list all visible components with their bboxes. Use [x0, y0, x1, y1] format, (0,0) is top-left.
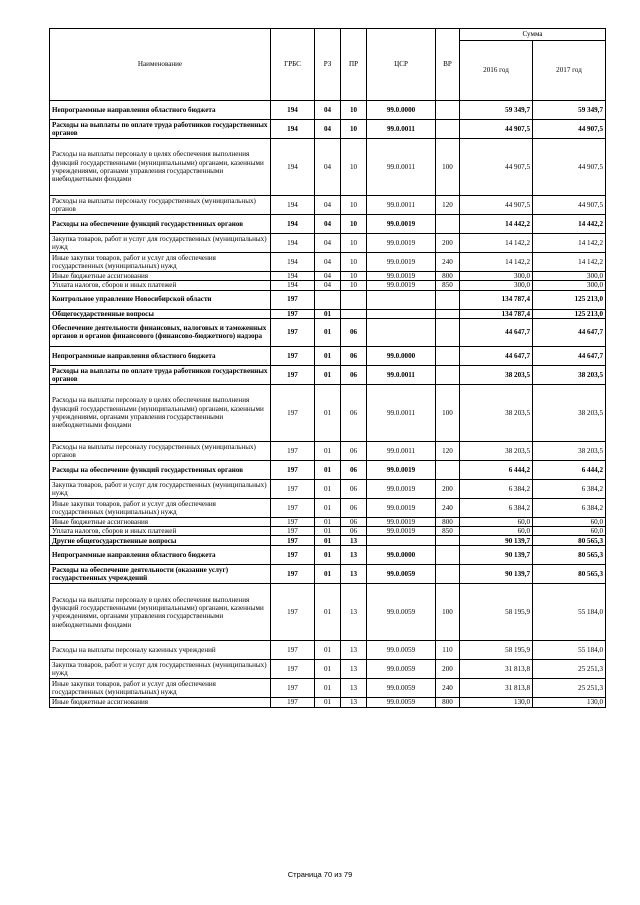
row-csr-cell: 99.0.0019 — [367, 460, 436, 479]
table-row — [50, 698, 606, 707]
row-grbs-cell: 197 — [271, 365, 315, 384]
row-sum-2016-cell: 38 203,5 — [460, 441, 533, 460]
row-sum-2016-cell: 44 907,5 — [460, 139, 533, 196]
row-csr-cell — [367, 318, 436, 346]
row-rz-cell: 01 — [315, 546, 341, 565]
row-pr-cell: 06 — [341, 527, 367, 536]
row-sum-2016-cell: 14 142,2 — [460, 253, 533, 272]
row-grbs-cell: 197 — [271, 527, 315, 536]
row-vr-cell: 100 — [436, 584, 460, 641]
row-vr-cell: 110 — [436, 641, 460, 660]
row-rz-cell: 01 — [315, 679, 341, 698]
row-sum-2016-cell: 60,0 — [460, 527, 533, 536]
row-pr-cell: 06 — [341, 479, 367, 498]
row-sum-2017-cell: 130,0 — [533, 698, 606, 707]
row-vr-cell — [436, 536, 460, 546]
row-csr-cell — [367, 290, 436, 309]
row-grbs-cell: 197 — [271, 565, 315, 584]
row-pr-cell: 13 — [341, 584, 367, 641]
row-sum-2016-cell: 59 349,7 — [460, 101, 533, 120]
row-sum-2017-cell: 14 142,2 — [533, 253, 606, 272]
row-rz-cell: 01 — [315, 641, 341, 660]
row-csr-cell: 99.0.0059 — [367, 584, 436, 641]
row-sum-2017-cell: 80 565,3 — [533, 565, 606, 584]
row-rz-cell: 01 — [315, 346, 341, 365]
row-pr-cell: 10 — [341, 272, 367, 281]
row-name-cell: Общегосударственные вопросы — [50, 309, 271, 318]
row-sum-2016-cell: 58 195,9 — [460, 641, 533, 660]
row-rz-cell — [315, 290, 341, 309]
row-name-cell: Расходы на обеспечение функций государственных органов — [50, 460, 271, 479]
row-csr-cell: 99.0.0011 — [367, 120, 436, 139]
table-row — [50, 346, 606, 365]
table-row — [50, 460, 606, 479]
row-pr-cell: 06 — [341, 441, 367, 460]
row-rz-cell: 04 — [315, 196, 341, 215]
row-sum-2016-cell: 6 384,2 — [460, 498, 533, 517]
row-csr-cell — [367, 536, 436, 546]
row-vr-cell: 200 — [436, 234, 460, 253]
row-vr-cell — [436, 365, 460, 384]
row-sum-2016-cell: 31 813,8 — [460, 660, 533, 679]
row-csr-cell: 99.0.0011 — [367, 139, 436, 196]
row-name-cell: Непрограммные направления областного бюджета — [50, 546, 271, 565]
table-row — [50, 660, 606, 679]
row-grbs-cell: 194 — [271, 281, 315, 290]
row-name-cell: Непрограммные направления областного бюджета — [50, 101, 271, 120]
header-2017: 2017 год — [533, 41, 606, 101]
table-row — [50, 365, 606, 384]
row-vr-cell: 240 — [436, 253, 460, 272]
row-sum-2017-cell: 59 349,7 — [533, 101, 606, 120]
row-sum-2016-cell: 14 442,2 — [460, 215, 533, 234]
table-row — [50, 517, 606, 526]
row-sum-2017-cell: 300,0 — [533, 281, 606, 290]
row-name-cell: Другие общегосударственные вопросы — [50, 536, 271, 546]
table-row — [50, 234, 606, 253]
row-grbs-cell: 194 — [271, 101, 315, 120]
row-csr-cell: 99.0.0019 — [367, 281, 436, 290]
row-grbs-cell: 194 — [271, 272, 315, 281]
row-sum-2016-cell: 300,0 — [460, 272, 533, 281]
row-vr-cell — [436, 565, 460, 584]
row-grbs-cell: 194 — [271, 120, 315, 139]
row-name-cell: Расходы на выплаты персоналу казенных учреждений — [50, 641, 271, 660]
row-sum-2017-cell: 80 565,3 — [533, 536, 606, 546]
row-vr-cell: 240 — [436, 679, 460, 698]
row-sum-2017-cell: 14 142,2 — [533, 234, 606, 253]
row-pr-cell: 10 — [341, 139, 367, 196]
row-pr-cell: 13 — [341, 536, 367, 546]
row-name-cell: Уплата налогов, сборов и иных платежей — [50, 281, 271, 290]
row-pr-cell: 06 — [341, 318, 367, 346]
row-sum-2017-cell: 60,0 — [533, 527, 606, 536]
row-vr-cell — [436, 318, 460, 346]
row-name-cell: Непрограммные направления областного бюджета — [50, 346, 271, 365]
row-sum-2017-cell: 55 184,0 — [533, 641, 606, 660]
row-vr-cell: 800 — [436, 698, 460, 707]
row-csr-cell: 99.0.0000 — [367, 101, 436, 120]
row-name-cell: Иные бюджетные ассигнования — [50, 272, 271, 281]
row-sum-2017-cell: 14 442,2 — [533, 215, 606, 234]
table-row — [50, 641, 606, 660]
row-vr-cell: 200 — [436, 479, 460, 498]
row-sum-2017-cell: 44 907,5 — [533, 120, 606, 139]
row-vr-cell: 100 — [436, 139, 460, 196]
header-pr: ПР — [341, 29, 367, 101]
table-row — [50, 318, 606, 346]
row-sum-2017-cell: 25 251,3 — [533, 679, 606, 698]
row-csr-cell: 99.0.0059 — [367, 698, 436, 707]
row-vr-cell — [436, 120, 460, 139]
table-row — [50, 546, 606, 565]
table-row — [50, 565, 606, 584]
row-grbs-cell: 197 — [271, 698, 315, 707]
row-csr-cell: 99.0.0011 — [367, 196, 436, 215]
table-row — [50, 120, 606, 139]
row-csr-cell — [367, 309, 436, 318]
row-csr-cell: 99.0.0019 — [367, 479, 436, 498]
row-rz-cell: 01 — [315, 517, 341, 526]
row-grbs-cell: 197 — [271, 679, 315, 698]
row-rz-cell: 01 — [315, 441, 341, 460]
row-pr-cell: 13 — [341, 546, 367, 565]
row-grbs-cell: 194 — [271, 253, 315, 272]
header-grbs: ГРБС — [271, 29, 315, 101]
row-vr-cell: 120 — [436, 441, 460, 460]
row-sum-2017-cell: 6 384,2 — [533, 498, 606, 517]
row-rz-cell: 04 — [315, 281, 341, 290]
row-name-cell: Расходы на выплаты по оплате труда работников государственных органов — [50, 120, 271, 139]
row-pr-cell: 10 — [341, 120, 367, 139]
row-sum-2017-cell: 38 203,5 — [533, 365, 606, 384]
row-vr-cell: 800 — [436, 272, 460, 281]
row-pr-cell: 06 — [341, 384, 367, 441]
header-rz: РЗ — [315, 29, 341, 101]
row-pr-cell: 06 — [341, 460, 367, 479]
row-pr-cell: 10 — [341, 253, 367, 272]
row-sum-2017-cell: 44 907,5 — [533, 196, 606, 215]
row-name-cell: Расходы на выплаты персоналу в целях обеспечения выполнения функций государственными (муниципальными) органами, казенными учреждениями, органами управления государственными внебюджетными фондами — [50, 584, 271, 641]
row-grbs-cell: 194 — [271, 215, 315, 234]
row-name-cell: Расходы на выплаты персоналу в целях обеспечения выполнения функций государственными (муниципальными) органами, казенными учреждениями, органами управления государственными внебюджетными фондами — [50, 139, 271, 196]
row-rz-cell: 04 — [315, 139, 341, 196]
row-rz-cell: 01 — [315, 698, 341, 707]
row-rz-cell: 01 — [315, 565, 341, 584]
row-grbs-cell: 197 — [271, 460, 315, 479]
row-rz-cell: 04 — [315, 215, 341, 234]
row-sum-2016-cell: 44 647,7 — [460, 318, 533, 346]
row-vr-cell: 200 — [436, 660, 460, 679]
row-grbs-cell: 197 — [271, 641, 315, 660]
row-sum-2016-cell: 134 787,4 — [460, 290, 533, 309]
row-name-cell: Закупка товаров, работ и услуг для государственных (муниципальных) нужд — [50, 479, 271, 498]
row-csr-cell: 99.0.0011 — [367, 441, 436, 460]
budget-table — [49, 28, 606, 708]
row-sum-2016-cell: 300,0 — [460, 281, 533, 290]
table-row — [50, 441, 606, 460]
row-vr-cell: 850 — [436, 527, 460, 536]
row-sum-2017-cell: 55 184,0 — [533, 584, 606, 641]
row-vr-cell — [436, 215, 460, 234]
table-row — [50, 253, 606, 272]
row-grbs-cell: 197 — [271, 309, 315, 318]
row-rz-cell: 01 — [315, 584, 341, 641]
row-pr-cell: 10 — [341, 215, 367, 234]
row-rz-cell: 01 — [315, 479, 341, 498]
row-sum-2017-cell: 300,0 — [533, 272, 606, 281]
row-rz-cell: 01 — [315, 536, 341, 546]
row-grbs-cell: 197 — [271, 536, 315, 546]
row-name-cell: Иные бюджетные ассигнования — [50, 517, 271, 526]
row-csr-cell: 99.0.0059 — [367, 565, 436, 584]
row-vr-cell — [436, 290, 460, 309]
row-sum-2016-cell: 38 203,5 — [460, 365, 533, 384]
row-name-cell: Уплата налогов, сборов и иных платежей — [50, 527, 271, 536]
row-sum-2017-cell: 44 647,7 — [533, 318, 606, 346]
row-name-cell: Расходы на обеспечение функций государственных органов — [50, 215, 271, 234]
row-grbs-cell: 197 — [271, 498, 315, 517]
row-vr-cell — [436, 346, 460, 365]
row-sum-2017-cell: 6 384,2 — [533, 479, 606, 498]
row-pr-cell: 10 — [341, 234, 367, 253]
row-grbs-cell: 197 — [271, 441, 315, 460]
row-csr-cell: 99.0.0059 — [367, 660, 436, 679]
row-name-cell: Расходы на выплаты персоналу государственных (муниципальных) органов — [50, 196, 271, 215]
row-name-cell: Контрольное управление Новосибирской области — [50, 290, 271, 309]
row-csr-cell: 99.0.0011 — [367, 384, 436, 441]
row-sum-2016-cell: 60,0 — [460, 517, 533, 526]
row-grbs-cell: 197 — [271, 479, 315, 498]
row-vr-cell: 850 — [436, 281, 460, 290]
row-vr-cell — [436, 546, 460, 565]
header-sum: Сумма — [460, 29, 606, 41]
row-pr-cell: 13 — [341, 565, 367, 584]
row-pr-cell: 10 — [341, 196, 367, 215]
table-row — [50, 527, 606, 536]
table-row — [50, 498, 606, 517]
row-pr-cell: 06 — [341, 498, 367, 517]
row-rz-cell: 04 — [315, 120, 341, 139]
row-rz-cell: 04 — [315, 101, 341, 120]
header-2016: 2016 год — [460, 41, 533, 101]
row-sum-2016-cell: 44 907,5 — [460, 196, 533, 215]
row-rz-cell: 01 — [315, 460, 341, 479]
table-row — [50, 215, 606, 234]
row-vr-cell: 100 — [436, 384, 460, 441]
table-row — [50, 479, 606, 498]
row-sum-2017-cell: 38 203,5 — [533, 384, 606, 441]
row-pr-cell: 10 — [341, 281, 367, 290]
row-pr-cell: 06 — [341, 346, 367, 365]
row-sum-2017-cell: 125 213,0 — [533, 290, 606, 309]
row-grbs-cell: 197 — [271, 384, 315, 441]
row-grbs-cell: 197 — [271, 584, 315, 641]
row-rz-cell: 01 — [315, 384, 341, 441]
row-name-cell: Иные бюджетные ассигнования — [50, 698, 271, 707]
row-vr-cell: 800 — [436, 517, 460, 526]
table-row — [50, 196, 606, 215]
row-name-cell: Закупка товаров, работ и услуг для государственных (муниципальных) нужд — [50, 234, 271, 253]
row-sum-2017-cell: 6 444,2 — [533, 460, 606, 479]
table-row — [50, 309, 606, 318]
row-csr-cell: 99.0.0011 — [367, 365, 436, 384]
row-csr-cell: 99.0.0019 — [367, 272, 436, 281]
row-rz-cell: 01 — [315, 309, 341, 318]
table-row — [50, 584, 606, 641]
row-vr-cell: 240 — [436, 498, 460, 517]
row-pr-cell: 13 — [341, 641, 367, 660]
row-grbs-cell: 197 — [271, 318, 315, 346]
row-csr-cell: 99.0.0019 — [367, 234, 436, 253]
row-pr-cell: 13 — [341, 698, 367, 707]
row-sum-2017-cell: 38 203,5 — [533, 441, 606, 460]
row-csr-cell: 99.0.0000 — [367, 546, 436, 565]
row-vr-cell — [436, 309, 460, 318]
row-csr-cell: 99.0.0059 — [367, 641, 436, 660]
row-rz-cell: 04 — [315, 272, 341, 281]
row-name-cell: Расходы на выплаты персоналу государственных (муниципальных) органов — [50, 441, 271, 460]
row-name-cell: Обеспечение деятельности финансовых, налоговых и таможенных органов и органов финансового (финансово-бюджетного) надзора — [50, 318, 271, 346]
row-grbs-cell: 197 — [271, 546, 315, 565]
table-row — [50, 679, 606, 698]
row-sum-2017-cell: 125 213,0 — [533, 309, 606, 318]
row-rz-cell: 01 — [315, 318, 341, 346]
row-pr-cell: 13 — [341, 679, 367, 698]
row-grbs-cell: 194 — [271, 196, 315, 215]
row-sum-2016-cell: 44 907,5 — [460, 120, 533, 139]
row-sum-2016-cell: 38 203,5 — [460, 384, 533, 441]
row-sum-2017-cell: 25 251,3 — [533, 660, 606, 679]
row-grbs-cell: 194 — [271, 234, 315, 253]
row-grbs-cell: 194 — [271, 139, 315, 196]
row-name-cell: Иные закупки товаров, работ и услуг для обеспечения государственных (муниципальных) нужд — [50, 679, 271, 698]
row-sum-2016-cell: 130,0 — [460, 698, 533, 707]
row-sum-2016-cell: 90 139,7 — [460, 546, 533, 565]
row-name-cell: Иные закупки товаров, работ и услуг для обеспечения государственных (муниципальных) нужд — [50, 253, 271, 272]
table-row — [50, 536, 606, 546]
table-row — [50, 101, 606, 120]
row-pr-cell: 10 — [341, 101, 367, 120]
row-csr-cell: 99.0.0019 — [367, 517, 436, 526]
table-row — [50, 139, 606, 196]
row-csr-cell: 99.0.0019 — [367, 253, 436, 272]
row-rz-cell: 01 — [315, 365, 341, 384]
row-csr-cell: 99.0.0059 — [367, 679, 436, 698]
row-sum-2017-cell: 80 565,3 — [533, 546, 606, 565]
row-csr-cell: 99.0.0000 — [367, 346, 436, 365]
row-sum-2016-cell: 31 813,8 — [460, 679, 533, 698]
row-sum-2016-cell: 6 384,2 — [460, 479, 533, 498]
row-sum-2017-cell: 60,0 — [533, 517, 606, 526]
row-sum-2016-cell: 134 787,4 — [460, 309, 533, 318]
table-row — [50, 281, 606, 290]
row-rz-cell: 01 — [315, 527, 341, 536]
row-sum-2016-cell: 90 139,7 — [460, 565, 533, 584]
row-vr-cell — [436, 460, 460, 479]
table-row — [50, 384, 606, 441]
header-name: Наименование — [50, 29, 271, 101]
row-sum-2016-cell: 14 142,2 — [460, 234, 533, 253]
row-csr-cell: 99.0.0019 — [367, 498, 436, 517]
row-csr-cell: 99.0.0019 — [367, 215, 436, 234]
row-pr-cell: 13 — [341, 660, 367, 679]
row-sum-2016-cell: 44 647,7 — [460, 346, 533, 365]
row-sum-2016-cell: 58 195,9 — [460, 584, 533, 641]
row-sum-2016-cell: 90 139,7 — [460, 536, 533, 546]
row-grbs-cell: 197 — [271, 290, 315, 309]
table-row — [50, 290, 606, 309]
row-grbs-cell: 197 — [271, 660, 315, 679]
row-vr-cell — [436, 101, 460, 120]
row-sum-2016-cell: 6 444,2 — [460, 460, 533, 479]
row-sum-2017-cell: 44 907,5 — [533, 139, 606, 196]
header-csr: ЦСР — [367, 29, 436, 101]
row-pr-cell — [341, 309, 367, 318]
row-pr-cell: 06 — [341, 517, 367, 526]
row-vr-cell: 120 — [436, 196, 460, 215]
row-name-cell: Иные закупки товаров, работ и услуг для обеспечения государственных (муниципальных) нужд — [50, 498, 271, 517]
row-rz-cell: 04 — [315, 253, 341, 272]
row-grbs-cell: 197 — [271, 517, 315, 526]
row-name-cell: Расходы на выплаты по оплате труда работников государственных органов — [50, 365, 271, 384]
row-name-cell: Расходы на обеспечение деятельности (оказание услуг) государственных учреждений — [50, 565, 271, 584]
row-pr-cell — [341, 290, 367, 309]
row-name-cell: Закупка товаров, работ и услуг для государственных (муниципальных) нужд — [50, 660, 271, 679]
row-rz-cell: 01 — [315, 498, 341, 517]
row-name-cell: Расходы на выплаты персоналу в целях обеспечения выполнения функций государственными (муниципальными) органами, казенными учреждениями, органами управления государственными внебюджетными фондами — [50, 384, 271, 441]
table-body — [50, 101, 606, 708]
table-row — [50, 272, 606, 281]
row-grbs-cell: 197 — [271, 346, 315, 365]
row-sum-2017-cell: 44 647,7 — [533, 346, 606, 365]
row-pr-cell: 06 — [341, 365, 367, 384]
row-rz-cell: 01 — [315, 660, 341, 679]
row-csr-cell: 99.0.0019 — [367, 527, 436, 536]
row-rz-cell: 04 — [315, 234, 341, 253]
page-footer: Страница 70 из 79 — [287, 870, 353, 879]
header-vr: ВР — [436, 29, 460, 101]
